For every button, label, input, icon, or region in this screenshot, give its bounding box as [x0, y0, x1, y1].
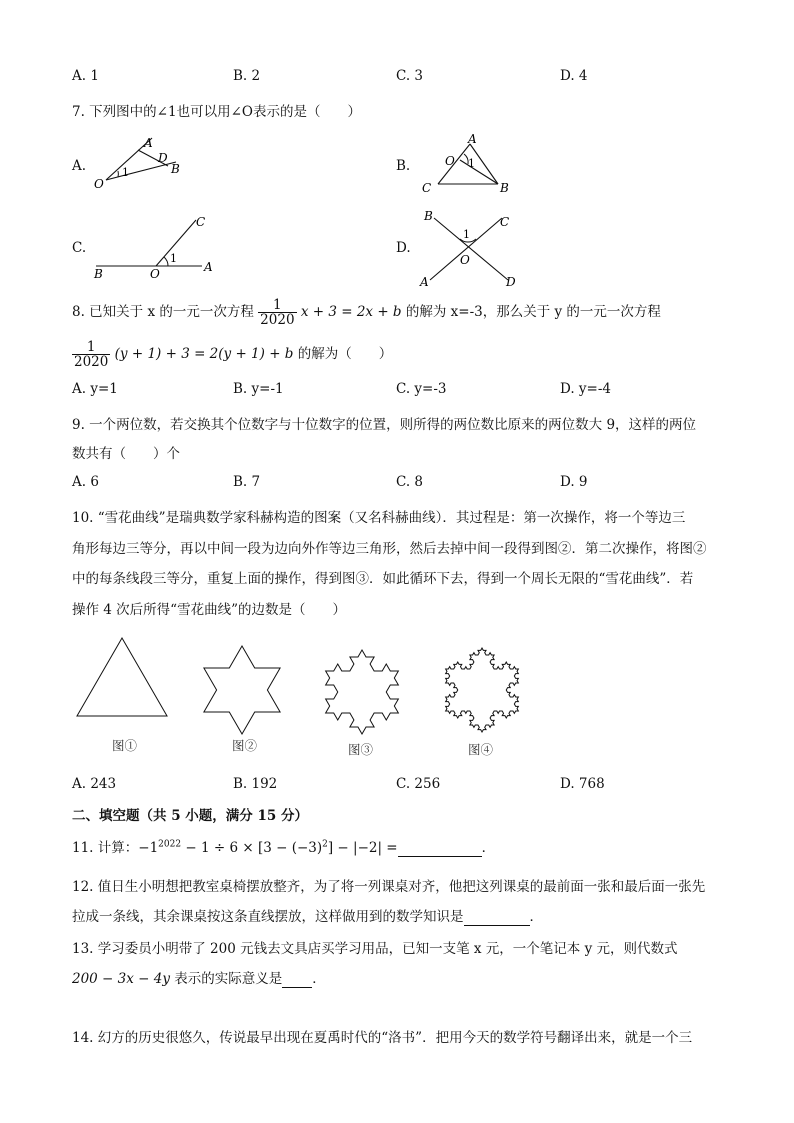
q7-figure-c	[92, 212, 222, 280]
label-b: B	[500, 181, 509, 195]
label-a: A	[420, 275, 429, 289]
q13-line2	[72, 967, 326, 988]
label-a: A	[468, 132, 477, 146]
q8-line2	[72, 340, 392, 369]
q11-exponent2: 2	[322, 839, 328, 850]
q8-pre: 8. 已知关于 x 的一元一次方程	[72, 304, 254, 321]
label-1: 1	[463, 228, 470, 241]
label-a: A	[144, 136, 153, 150]
q9-option-c: C. 8	[396, 474, 424, 490]
q10-option-c: C. 256	[396, 776, 441, 792]
q8-option-b: B. y=-1	[233, 381, 284, 397]
q13-expression: 200 − 3x − 4y	[72, 971, 170, 987]
q10-option-d: D. 768	[560, 776, 605, 792]
q8-equation-2: (y + 1) + 3 = 2(y + 1) + b	[114, 346, 294, 363]
q7-figure-a	[92, 132, 192, 194]
koch-figure-4	[446, 648, 519, 732]
q10-line4: 操作 4 次后所得“雪花曲线”的边数是（ ）	[72, 602, 346, 618]
label-o: O	[150, 267, 160, 280]
line-bd	[434, 218, 508, 280]
q7-figure-b	[418, 132, 518, 196]
q9-option-a: A. 6	[72, 474, 99, 490]
q8-option-d: D. y=-4	[560, 381, 612, 397]
q13-text: 表示的实际意义是	[169, 971, 283, 987]
q6-option-a: A. 1	[72, 68, 99, 84]
q9-option-d: D. 9	[560, 474, 588, 490]
q8-line1	[72, 298, 661, 327]
figure-caption-1: 图①	[112, 738, 138, 753]
q7-label-c: C.	[72, 240, 87, 256]
label-1: 1	[122, 166, 129, 179]
q8-fraction-1: $\frac{1}{2020}$	[260, 297, 295, 329]
q11-answer-blank[interactable]	[398, 840, 482, 857]
q13-line1: 13. 学习委员小明带了 200 元钱去文具店买学习用品，已知一支笔 x 元，一个笔记本 y 元，则代数式	[72, 941, 678, 957]
segment-ob	[460, 160, 498, 184]
q13-answer-blank[interactable]	[282, 971, 312, 988]
q11-end: ．	[481, 840, 496, 856]
q12-line2	[72, 905, 543, 926]
label-b: B	[424, 209, 433, 223]
q12-answer-blank[interactable]	[464, 909, 530, 926]
koch-figure-3	[326, 650, 399, 734]
q12-end: ．	[529, 909, 543, 925]
q9-option-b: B. 7	[233, 474, 261, 490]
label-1: 1	[468, 157, 475, 170]
q7-label-b: B.	[396, 158, 411, 174]
section-2-title: 二、填空题（共 5 小题，满分 15 分）	[72, 808, 308, 824]
figure-caption-4: 图④	[468, 742, 494, 757]
q8-equation-1: x + 3 = 2x + b	[300, 304, 402, 321]
q13-end: ．	[312, 971, 326, 987]
angle-arc	[164, 257, 168, 266]
label-c: C	[422, 181, 432, 195]
q7-figure-d	[418, 206, 528, 290]
q11-expr3: ] − |−2| =	[327, 840, 398, 856]
koch-figure-2	[204, 646, 280, 734]
koch-curve	[326, 650, 399, 734]
label-c: C	[196, 215, 206, 229]
koch-curve	[204, 646, 280, 734]
label-d: D	[158, 151, 168, 165]
q8-fraction-2: $\frac{1}{2020}$	[74, 339, 109, 371]
q10-line2: 角形每边三等分，再以中间一段为边向外作等边三角形，然后去掉中间一段得到图②．第二次操作，将图②	[72, 541, 707, 557]
q6-option-c: C. 3	[396, 68, 424, 84]
q11-pre: 11. 计算：	[72, 840, 139, 856]
q7-label-a: A.	[72, 158, 87, 174]
koch-curve	[77, 638, 167, 716]
q11-expr2: − 1 ÷ 6 × [3 − (−3)	[181, 840, 323, 856]
q8-mid: 的解为 x=-3，那么关于 y 的一元一次方程	[405, 304, 661, 321]
label-d: D	[506, 275, 516, 289]
q9-line1: 9. 一个两位数，若交换其个位数字与十位数字的位置，则所得的两位数比原来的两位数大 9，这样的两位	[72, 417, 697, 433]
q10-line1: 10. “雪花曲线”是瑞典数学家科赫构造的图案（又名科赫曲线）．其过程是：第一次操作，将一个等边三	[72, 510, 686, 526]
q10-option-a: A. 243	[72, 776, 117, 792]
q12-text: 拉成一条线，其余课桌按这条直线摆放，这样做用到的数学知识是	[72, 909, 464, 925]
q10-line3: 中的每条线段三等分，重复上面的操作，得到图③．如此循环下去，得到一个周长无限的“雪花曲线”．若	[72, 571, 694, 587]
q7-stem: 7. 下列图中的∠1也可以用∠O表示的是（ ）	[72, 104, 361, 120]
q9-line2: 数共有（ ）个	[72, 446, 180, 462]
figure-caption-2: 图②	[232, 738, 258, 753]
q8-option-a: A. y=1	[72, 381, 118, 397]
label-o: O	[445, 154, 455, 168]
q10-option-b: B. 192	[233, 776, 278, 792]
koch-curve	[446, 648, 519, 732]
q8-option-c: C. y=-3	[396, 381, 447, 397]
koch-figures	[72, 628, 552, 738]
q14-line1: 14. 幻方的历史很悠久，传说最早出现在夏禹时代的“洛书”．把用今天的数学符号翻译出来，就是一个三	[72, 1030, 693, 1046]
q8-post: 的解为（ ）	[297, 346, 393, 363]
label-c: C	[500, 215, 510, 229]
q6-option-d: D. 4	[560, 68, 588, 84]
q11-exponent: 2022	[158, 839, 182, 850]
figure-caption-3: 图③	[348, 742, 374, 757]
q6-option-b: B. 2	[233, 68, 261, 84]
q11-line	[72, 836, 495, 857]
label-a: A	[204, 260, 213, 274]
label-b: B	[171, 162, 180, 176]
label-b: B	[94, 267, 103, 280]
q7-label-d: D.	[396, 240, 411, 256]
q11-expr: −1	[138, 840, 159, 856]
q12-line1: 12. 值日生小明想把教室桌椅摆放整齐，为了将一列课桌对齐，他把这列课桌的最前面一张和最后面一张先	[72, 879, 706, 895]
label-o: O	[460, 253, 470, 267]
label-o: O	[94, 177, 104, 191]
label-1: 1	[170, 252, 177, 265]
koch-figure-1	[77, 638, 167, 716]
